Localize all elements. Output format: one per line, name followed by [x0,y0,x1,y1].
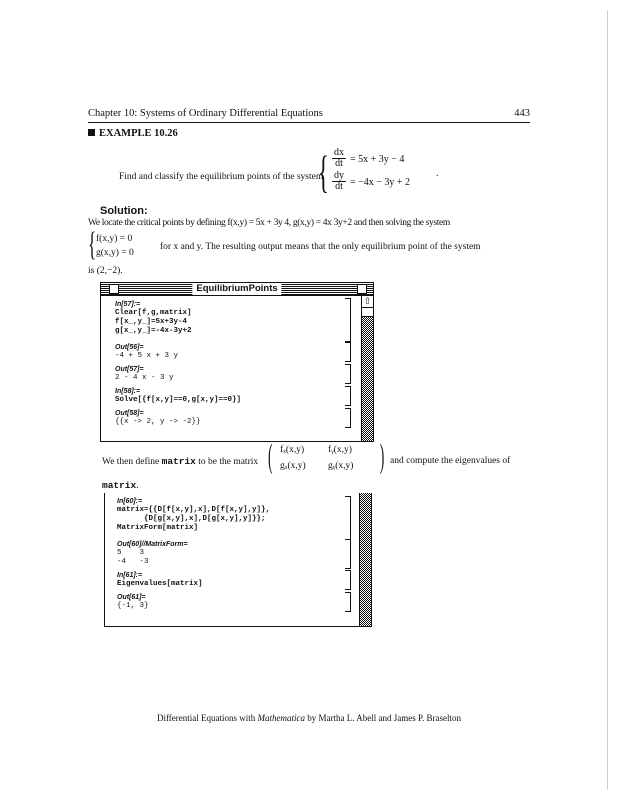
inline-code: matrix [102,480,137,491]
cell-out61[interactable]: Out[61]= {-1, 3} [117,594,149,610]
zoom-box-icon[interactable] [357,284,367,294]
footer-italic: Mathematica [257,713,306,723]
matrix-entry-22: gᵧ(x,y) [328,461,354,471]
notebook-window-equilibrium[interactable] [100,282,374,442]
cell-in60[interactable]: In[60]:= matrix={{D[f[x,y],x],D[f[x,y],y]}, {D[g[x,y],x],D[g[x,y],y]}}; MatrixForm[matrix] [117,498,271,532]
matrix-entry-12: fᵧ(x,y) [328,445,352,455]
solution-heading: Solution: [100,205,148,217]
f-equation: f(x,y) = 0 [96,234,133,244]
fg-system [88,226,168,263]
middle-text: We then define matrix to be the matrix [102,456,259,467]
page-edge-line [607,10,608,790]
solution-line-3: is (2,−2). [88,266,123,276]
cell-bracket[interactable] [345,386,351,406]
cell-out56[interactable]: Out[56]= -4 + 5 x + 3 y [115,344,179,360]
square-bullet-icon [88,129,95,136]
page-number: 443 [514,108,530,119]
chapter-title: Chapter 10: Systems of Ordinary Differential Equations [88,108,323,119]
left-brace: { [318,147,329,197]
solution-line-1: We locate the critical points by defining f(x,y) = 5x + 3y 4, g(x,y) = 4x 3y+2 and then solving the system [88,218,450,228]
middle-text-after: and compute the eigenvalues of [390,456,511,466]
inline-code: matrix [161,456,196,467]
running-header [88,108,530,119]
cell-bracket[interactable] [345,539,351,569]
header-rule [88,122,530,123]
eq2-rhs: = −4x − 3y + 2 [350,177,411,188]
scroll-up-arrow-icon[interactable]: ⇧ [363,296,372,306]
cell-bracket[interactable] [345,364,351,384]
notebook-window-eigen[interactable] [104,493,372,627]
cell-out58[interactable]: Out[58]= {{x -> 2, y -> -2}} [115,410,201,426]
cell-bracket[interactable] [345,570,351,590]
cell-bracket[interactable] [345,342,351,362]
cell-bracket[interactable] [345,496,351,540]
scroll-thumb[interactable] [362,308,373,317]
solution-line-2: for x and y. The resulting output means that the only equilibrium point of the system [160,242,481,252]
vertical-scrollbar[interactable] [359,493,371,626]
ode-system [318,146,448,196]
cell-out60[interactable]: Out[60]//MatrixForm= 5 3 -4 -3 [117,541,188,566]
cell-bracket[interactable] [345,298,351,342]
middle-text-end: matrix. [102,480,139,491]
vertical-scrollbar[interactable] [361,296,373,441]
eq2-derivative: $\frac{dy}{dt}$ [334,170,344,192]
example-title: EXAMPLE 10.26 [99,128,178,139]
cell-in61[interactable]: In[61]:= Eigenvalues[matrix] [117,572,203,588]
g-equation: g(x,y) = 0 [96,248,134,258]
window-title-bar[interactable] [101,283,373,296]
example-heading [88,128,178,139]
eq1-derivative: $\frac{dx}{dt}$ [334,147,344,169]
system-period: . [436,168,439,179]
close-box-icon[interactable] [109,284,119,294]
cell-in58[interactable]: In[58]:= Solve[{f[x,y]==0,g[x,y]==0}] [115,388,242,404]
left-brace: { [88,226,97,263]
matrix-entry-11: fₓ(x,y) [280,445,305,455]
footer: Differential Equations with Mathematica by Martha L. Abell and James P. Braselton [156,713,462,723]
cell-bracket[interactable] [345,408,351,428]
problem-text: Find and classify the equilibrium points of the system [119,172,324,182]
jacobian-matrix: ( ) fₓ(x,y) fᵧ(x,y) gₓ(x,y) gᵧ(x,y) [268,438,384,475]
eq1-rhs: = 5x + 3y − 4 [350,154,405,165]
matrix-entry-21: gₓ(x,y) [280,461,306,471]
window-title: EquilibriumPoints [192,283,281,295]
cell-bracket[interactable] [345,592,351,612]
cell-out57[interactable]: Out[57]= 2 - 4 x - 3 y [115,366,174,382]
cell-in57[interactable]: In[57]:= Clear[f,g,matrix] f[x_,y_]=5x+3y-4 g[x_,y_]=-4x-3y+2 [115,301,192,335]
